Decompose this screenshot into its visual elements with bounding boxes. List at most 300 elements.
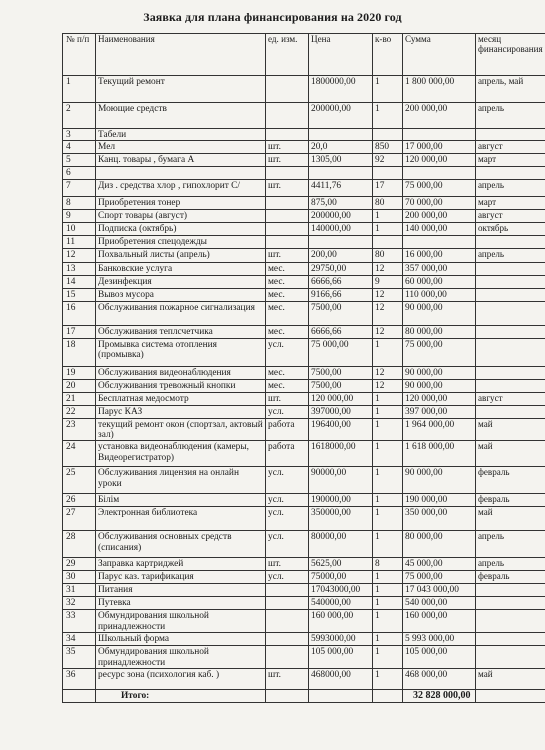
cell-name: Промывка система отопления (промывка) <box>96 339 266 367</box>
cell-unit <box>266 167 309 180</box>
cell-unit <box>266 129 309 141</box>
cell-price: 7500,00 <box>309 302 373 326</box>
cell-price: 29750,00 <box>309 263 373 276</box>
cell-price <box>309 167 373 180</box>
cell-name: Парус каз. тарификация <box>96 571 266 584</box>
cell-num: 14 <box>63 276 96 289</box>
cell-price: 397000,00 <box>309 406 373 419</box>
cell-num: 2 <box>63 103 96 129</box>
cell-sum: 397 000,00 <box>403 406 476 419</box>
cell-month <box>476 597 545 610</box>
cell-month: май <box>476 669 545 690</box>
cell-sum: 140 000,00 <box>403 223 476 236</box>
cell-unit <box>266 633 309 646</box>
cell-month: февраль <box>476 467 545 494</box>
cell-num: 12 <box>63 249 96 263</box>
cell-name: Табели <box>96 129 266 141</box>
table-row <box>63 494 545 507</box>
header-row <box>63 34 545 76</box>
cell-month: апрель <box>476 180 545 197</box>
cell-sum: 190 000,00 <box>403 494 476 507</box>
table-row <box>63 584 545 597</box>
cell-qty: 1 <box>373 610 403 633</box>
header-qty: к-во <box>373 34 403 76</box>
cell-name: Путевка <box>96 597 266 610</box>
cell-unit: работа <box>266 441 309 467</box>
cell-sum: 1 618 000,00 <box>403 441 476 467</box>
header-price: Цена <box>309 34 373 76</box>
cell-price: 75000,00 <box>309 571 373 584</box>
cell-unit: усл. <box>266 467 309 494</box>
cell-unit: усл. <box>266 339 309 367</box>
cell-month <box>476 326 545 339</box>
cell-qty: 1 <box>373 339 403 367</box>
cell-sum: 120 000,00 <box>403 393 476 406</box>
cell-unit <box>266 210 309 223</box>
cell-month: апрель, май <box>476 76 545 103</box>
cell-num: 31 <box>63 584 96 597</box>
cell-name: Моющие средств <box>96 103 266 129</box>
cell-month <box>476 646 545 669</box>
cell-price: 105 000,00 <box>309 646 373 669</box>
cell-sum: 350 000,00 <box>403 507 476 531</box>
cell-num: 18 <box>63 339 96 367</box>
cell-name: Обслуживания основных средств (списания) <box>96 531 266 558</box>
cell-unit <box>266 610 309 633</box>
cell-month: май <box>476 441 545 467</box>
cell-name: Похвальный листы (апрель) <box>96 249 266 263</box>
table-row <box>63 263 545 276</box>
cell-unit: шт. <box>266 669 309 690</box>
cell-qty: 1 <box>373 223 403 236</box>
cell-sum: 90 000,00 <box>403 367 476 380</box>
cell-unit <box>266 236 309 249</box>
cell-price: 4411,76 <box>309 180 373 197</box>
cell-sum: 75 000,00 <box>403 571 476 584</box>
cell-month <box>476 380 545 393</box>
cell-num: 23 <box>63 419 96 441</box>
total-empty-cell <box>309 690 373 703</box>
cell-price: 1305,00 <box>309 154 373 167</box>
cell-qty: 1 <box>373 419 403 441</box>
cell-name: Диз . средства хлор , гипохлорит С/ <box>96 180 266 197</box>
cell-qty <box>373 129 403 141</box>
cell-qty: 1 <box>373 646 403 669</box>
cell-month <box>476 276 545 289</box>
total-empty-cell <box>476 690 545 703</box>
cell-price: 120 000,00 <box>309 393 373 406</box>
table-row <box>63 167 545 180</box>
cell-qty: 1 <box>373 633 403 646</box>
cell-price: 200,00 <box>309 249 373 263</box>
cell-month: февраль <box>476 571 545 584</box>
cell-unit: мес. <box>266 289 309 302</box>
table-row <box>63 380 545 393</box>
table-row <box>63 406 545 419</box>
financing-table <box>62 33 545 703</box>
cell-sum: 90 000,00 <box>403 302 476 326</box>
cell-month <box>476 302 545 326</box>
table-row <box>63 558 545 571</box>
cell-unit: мес. <box>266 380 309 393</box>
cell-name: текущий ремонт окон (спортзал, актовый зал) <box>96 419 266 441</box>
cell-month <box>476 236 545 249</box>
table-row <box>63 393 545 406</box>
cell-month: март <box>476 154 545 167</box>
cell-price: 1800000,00 <box>309 76 373 103</box>
cell-unit: шт. <box>266 141 309 154</box>
cell-unit: усл. <box>266 494 309 507</box>
header-name: Наименования <box>96 34 266 76</box>
cell-price: 9166,66 <box>309 289 373 302</box>
table-row <box>63 669 545 690</box>
cell-month: апрель <box>476 558 545 571</box>
cell-name: ресурс зона (психология каб. ) <box>96 669 266 690</box>
cell-unit: усл. <box>266 406 309 419</box>
cell-num: 32 <box>63 597 96 610</box>
cell-qty: 1 <box>373 210 403 223</box>
cell-month: февраль <box>476 494 545 507</box>
header-unit: ед. изм. <box>266 34 309 76</box>
cell-qty: 17 <box>373 180 403 197</box>
cell-qty: 1 <box>373 584 403 597</box>
cell-price: 7500,00 <box>309 380 373 393</box>
cell-price: 6666,66 <box>309 326 373 339</box>
cell-month: апрель <box>476 103 545 129</box>
cell-price: 7500,00 <box>309 367 373 380</box>
cell-month: август <box>476 393 545 406</box>
cell-qty: 1 <box>373 441 403 467</box>
cell-unit: шт. <box>266 393 309 406</box>
cell-name: Заправка картриджей <box>96 558 266 571</box>
table-row <box>63 597 545 610</box>
cell-sum: 60 000,00 <box>403 276 476 289</box>
cell-qty: 80 <box>373 249 403 263</box>
table-row <box>63 154 545 167</box>
cell-name: Обслуживания лицензия на онлайн уроки <box>96 467 266 494</box>
cell-sum: 90 000,00 <box>403 467 476 494</box>
cell-name: Обмундирования школьной принадлежности <box>96 646 266 669</box>
cell-month <box>476 263 545 276</box>
cell-sum <box>403 236 476 249</box>
cell-num: 30 <box>63 571 96 584</box>
cell-num: 28 <box>63 531 96 558</box>
cell-unit <box>266 103 309 129</box>
cell-month <box>476 584 545 597</box>
cell-unit <box>266 197 309 210</box>
cell-sum: 200 000,00 <box>403 103 476 129</box>
table-row <box>63 467 545 494</box>
cell-num: 15 <box>63 289 96 302</box>
cell-num: 21 <box>63 393 96 406</box>
cell-num: 8 <box>63 197 96 210</box>
header-month: месяц финансирования <box>476 34 545 76</box>
total-label: Итого: <box>96 690 266 703</box>
cell-qty <box>373 167 403 180</box>
table-row <box>63 223 545 236</box>
total-row <box>63 690 545 703</box>
cell-sum: 540 000,00 <box>403 597 476 610</box>
cell-num: 25 <box>63 467 96 494</box>
cell-name: Вывоз мусора <box>96 289 266 302</box>
cell-num: 7 <box>63 180 96 197</box>
table-row <box>63 249 545 263</box>
cell-qty: 92 <box>373 154 403 167</box>
document-title: Заявка для плана финансирования на 2020 год <box>143 10 402 24</box>
cell-price: 20,0 <box>309 141 373 154</box>
cell-price: 540000,00 <box>309 597 373 610</box>
cell-sum: 357 000,00 <box>403 263 476 276</box>
cell-unit: мес. <box>266 302 309 326</box>
cell-name <box>96 167 266 180</box>
cell-month <box>476 367 545 380</box>
table-row <box>63 180 545 197</box>
cell-qty: 1 <box>373 531 403 558</box>
cell-price: 160 000,00 <box>309 610 373 633</box>
table-row <box>63 507 545 531</box>
cell-price: 350000,00 <box>309 507 373 531</box>
cell-qty: 1 <box>373 76 403 103</box>
cell-num: 13 <box>63 263 96 276</box>
cell-sum: 1 800 000,00 <box>403 76 476 103</box>
cell-num: 24 <box>63 441 96 467</box>
table-row <box>63 302 545 326</box>
cell-num: 9 <box>63 210 96 223</box>
cell-qty: 12 <box>373 326 403 339</box>
cell-name: Подписка (октябрь) <box>96 223 266 236</box>
cell-month <box>476 633 545 646</box>
cell-month: октябрь <box>476 223 545 236</box>
cell-unit: мес. <box>266 276 309 289</box>
cell-month: май <box>476 419 545 441</box>
cell-price: 190000,00 <box>309 494 373 507</box>
cell-price <box>309 236 373 249</box>
cell-sum: 200 000,00 <box>403 210 476 223</box>
cell-month <box>476 610 545 633</box>
cell-month <box>476 167 545 180</box>
cell-num: 16 <box>63 302 96 326</box>
cell-name: Электронная библиотека <box>96 507 266 531</box>
cell-unit: мес. <box>266 326 309 339</box>
table-row <box>63 103 545 129</box>
table-row <box>63 419 545 441</box>
cell-unit <box>266 223 309 236</box>
cell-name: Питания <box>96 584 266 597</box>
cell-name: Дезинфекция <box>96 276 266 289</box>
table-row <box>63 197 545 210</box>
cell-name: Мел <box>96 141 266 154</box>
cell-name: Парус КАЗ <box>96 406 266 419</box>
cell-name: установка видеонаблюдения (камеры, Видеорегистратор) <box>96 441 266 467</box>
table-row <box>63 236 545 249</box>
cell-month: апрель <box>476 249 545 263</box>
cell-month <box>476 339 545 367</box>
cell-sum: 45 000,00 <box>403 558 476 571</box>
cell-name: Обслуживания видеонаблюдения <box>96 367 266 380</box>
cell-sum: 468 000,00 <box>403 669 476 690</box>
cell-name: Приобретения тонер <box>96 197 266 210</box>
cell-sum: 75 000,00 <box>403 339 476 367</box>
cell-price: 200000,00 <box>309 210 373 223</box>
cell-num: 4 <box>63 141 96 154</box>
cell-unit: мес. <box>266 263 309 276</box>
cell-sum: 17 000,00 <box>403 141 476 154</box>
cell-qty: 12 <box>373 289 403 302</box>
cell-name: Обслуживания теплсчетчика <box>96 326 266 339</box>
header-num: № п/п <box>63 34 96 76</box>
cell-unit <box>266 584 309 597</box>
cell-price: 1618000,00 <box>309 441 373 467</box>
cell-price: 140000,00 <box>309 223 373 236</box>
table-row <box>63 326 545 339</box>
cell-qty: 1 <box>373 393 403 406</box>
cell-unit: шт. <box>266 558 309 571</box>
cell-sum: 90 000,00 <box>403 380 476 393</box>
cell-month <box>476 129 545 141</box>
cell-qty: 1 <box>373 571 403 584</box>
cell-price: 17043000,00 <box>309 584 373 597</box>
cell-name: Приобретения спецодежды <box>96 236 266 249</box>
cell-num: 27 <box>63 507 96 531</box>
cell-name: Білім <box>96 494 266 507</box>
cell-num: 29 <box>63 558 96 571</box>
cell-qty: 12 <box>373 263 403 276</box>
table-row <box>63 76 545 103</box>
cell-num: 35 <box>63 646 96 669</box>
table-row <box>63 441 545 467</box>
cell-qty: 12 <box>373 367 403 380</box>
cell-name: Бесплатная медосмотр <box>96 393 266 406</box>
cell-name: Банковские услуга <box>96 263 266 276</box>
table-row <box>63 141 545 154</box>
cell-qty: 1 <box>373 507 403 531</box>
total-empty-cell <box>63 690 96 703</box>
cell-price <box>309 129 373 141</box>
table-row <box>63 289 545 302</box>
cell-sum: 160 000,00 <box>403 610 476 633</box>
cell-price: 875,00 <box>309 197 373 210</box>
cell-month: август <box>476 141 545 154</box>
cell-price: 5993000,00 <box>309 633 373 646</box>
cell-name: Спорт товары (август) <box>96 210 266 223</box>
cell-price: 196400,00 <box>309 419 373 441</box>
cell-month <box>476 406 545 419</box>
table-row <box>63 339 545 367</box>
cell-qty: 1 <box>373 597 403 610</box>
cell-price: 75 000,00 <box>309 339 373 367</box>
table-row <box>63 129 545 141</box>
cell-qty: 1 <box>373 467 403 494</box>
cell-sum: 105 000,00 <box>403 646 476 669</box>
cell-price: 200000,00 <box>309 103 373 129</box>
cell-name: Канц. товары , бумага А <box>96 154 266 167</box>
cell-num: 19 <box>63 367 96 380</box>
total-sum: 32 828 000,00 <box>403 690 476 703</box>
cell-num: 22 <box>63 406 96 419</box>
table-row <box>63 646 545 669</box>
cell-price: 90000,00 <box>309 467 373 494</box>
cell-qty: 8 <box>373 558 403 571</box>
cell-num: 3 <box>63 129 96 141</box>
cell-sum: 120 000,00 <box>403 154 476 167</box>
cell-qty: 1 <box>373 406 403 419</box>
cell-month: март <box>476 197 545 210</box>
cell-price: 5625,00 <box>309 558 373 571</box>
cell-sum: 1 964 000,00 <box>403 419 476 441</box>
cell-unit: усл. <box>266 507 309 531</box>
header-sum: Сумма <box>403 34 476 76</box>
cell-num: 26 <box>63 494 96 507</box>
cell-name: Обслуживания тревожный кнопки <box>96 380 266 393</box>
cell-sum: 70 000,00 <box>403 197 476 210</box>
table-row <box>63 610 545 633</box>
cell-name: Обслуживания пожарное сигнализация <box>96 302 266 326</box>
cell-unit: усл. <box>266 571 309 584</box>
cell-sum: 80 000,00 <box>403 531 476 558</box>
cell-num: 11 <box>63 236 96 249</box>
cell-qty: 1 <box>373 103 403 129</box>
cell-unit <box>266 76 309 103</box>
cell-month <box>476 289 545 302</box>
table-row <box>63 210 545 223</box>
table-row <box>63 531 545 558</box>
cell-num: 33 <box>63 610 96 633</box>
cell-qty: 9 <box>373 276 403 289</box>
cell-month: май <box>476 507 545 531</box>
cell-unit <box>266 646 309 669</box>
cell-price: 80000,00 <box>309 531 373 558</box>
cell-unit: шт. <box>266 249 309 263</box>
cell-name: Школьный форма <box>96 633 266 646</box>
cell-qty: 850 <box>373 141 403 154</box>
table-row <box>63 276 545 289</box>
total-empty-cell <box>373 690 403 703</box>
cell-unit: усл. <box>266 531 309 558</box>
cell-qty <box>373 236 403 249</box>
table-row <box>63 633 545 646</box>
cell-sum: 110 000,00 <box>403 289 476 302</box>
cell-num: 17 <box>63 326 96 339</box>
cell-name: Обмундирования школьной принадлежности <box>96 610 266 633</box>
cell-sum <box>403 167 476 180</box>
cell-qty: 1 <box>373 494 403 507</box>
cell-qty: 80 <box>373 197 403 210</box>
cell-price: 468000,00 <box>309 669 373 690</box>
cell-num: 10 <box>63 223 96 236</box>
cell-num: 36 <box>63 669 96 690</box>
cell-num: 5 <box>63 154 96 167</box>
cell-sum: 80 000,00 <box>403 326 476 339</box>
table-row <box>63 367 545 380</box>
total-empty-cell <box>266 690 309 703</box>
table-row <box>63 571 545 584</box>
cell-num: 1 <box>63 76 96 103</box>
cell-name: Текущий ремонт <box>96 76 266 103</box>
cell-sum: 17 043 000,00 <box>403 584 476 597</box>
cell-qty: 1 <box>373 669 403 690</box>
cell-unit: работа <box>266 419 309 441</box>
cell-unit: мес. <box>266 367 309 380</box>
cell-month: апрель <box>476 531 545 558</box>
cell-sum <box>403 129 476 141</box>
cell-price: 6666,66 <box>309 276 373 289</box>
cell-num: 20 <box>63 380 96 393</box>
cell-num: 34 <box>63 633 96 646</box>
cell-month: август <box>476 210 545 223</box>
cell-unit: шт. <box>266 180 309 197</box>
cell-unit: шт. <box>266 154 309 167</box>
cell-num: 6 <box>63 167 96 180</box>
